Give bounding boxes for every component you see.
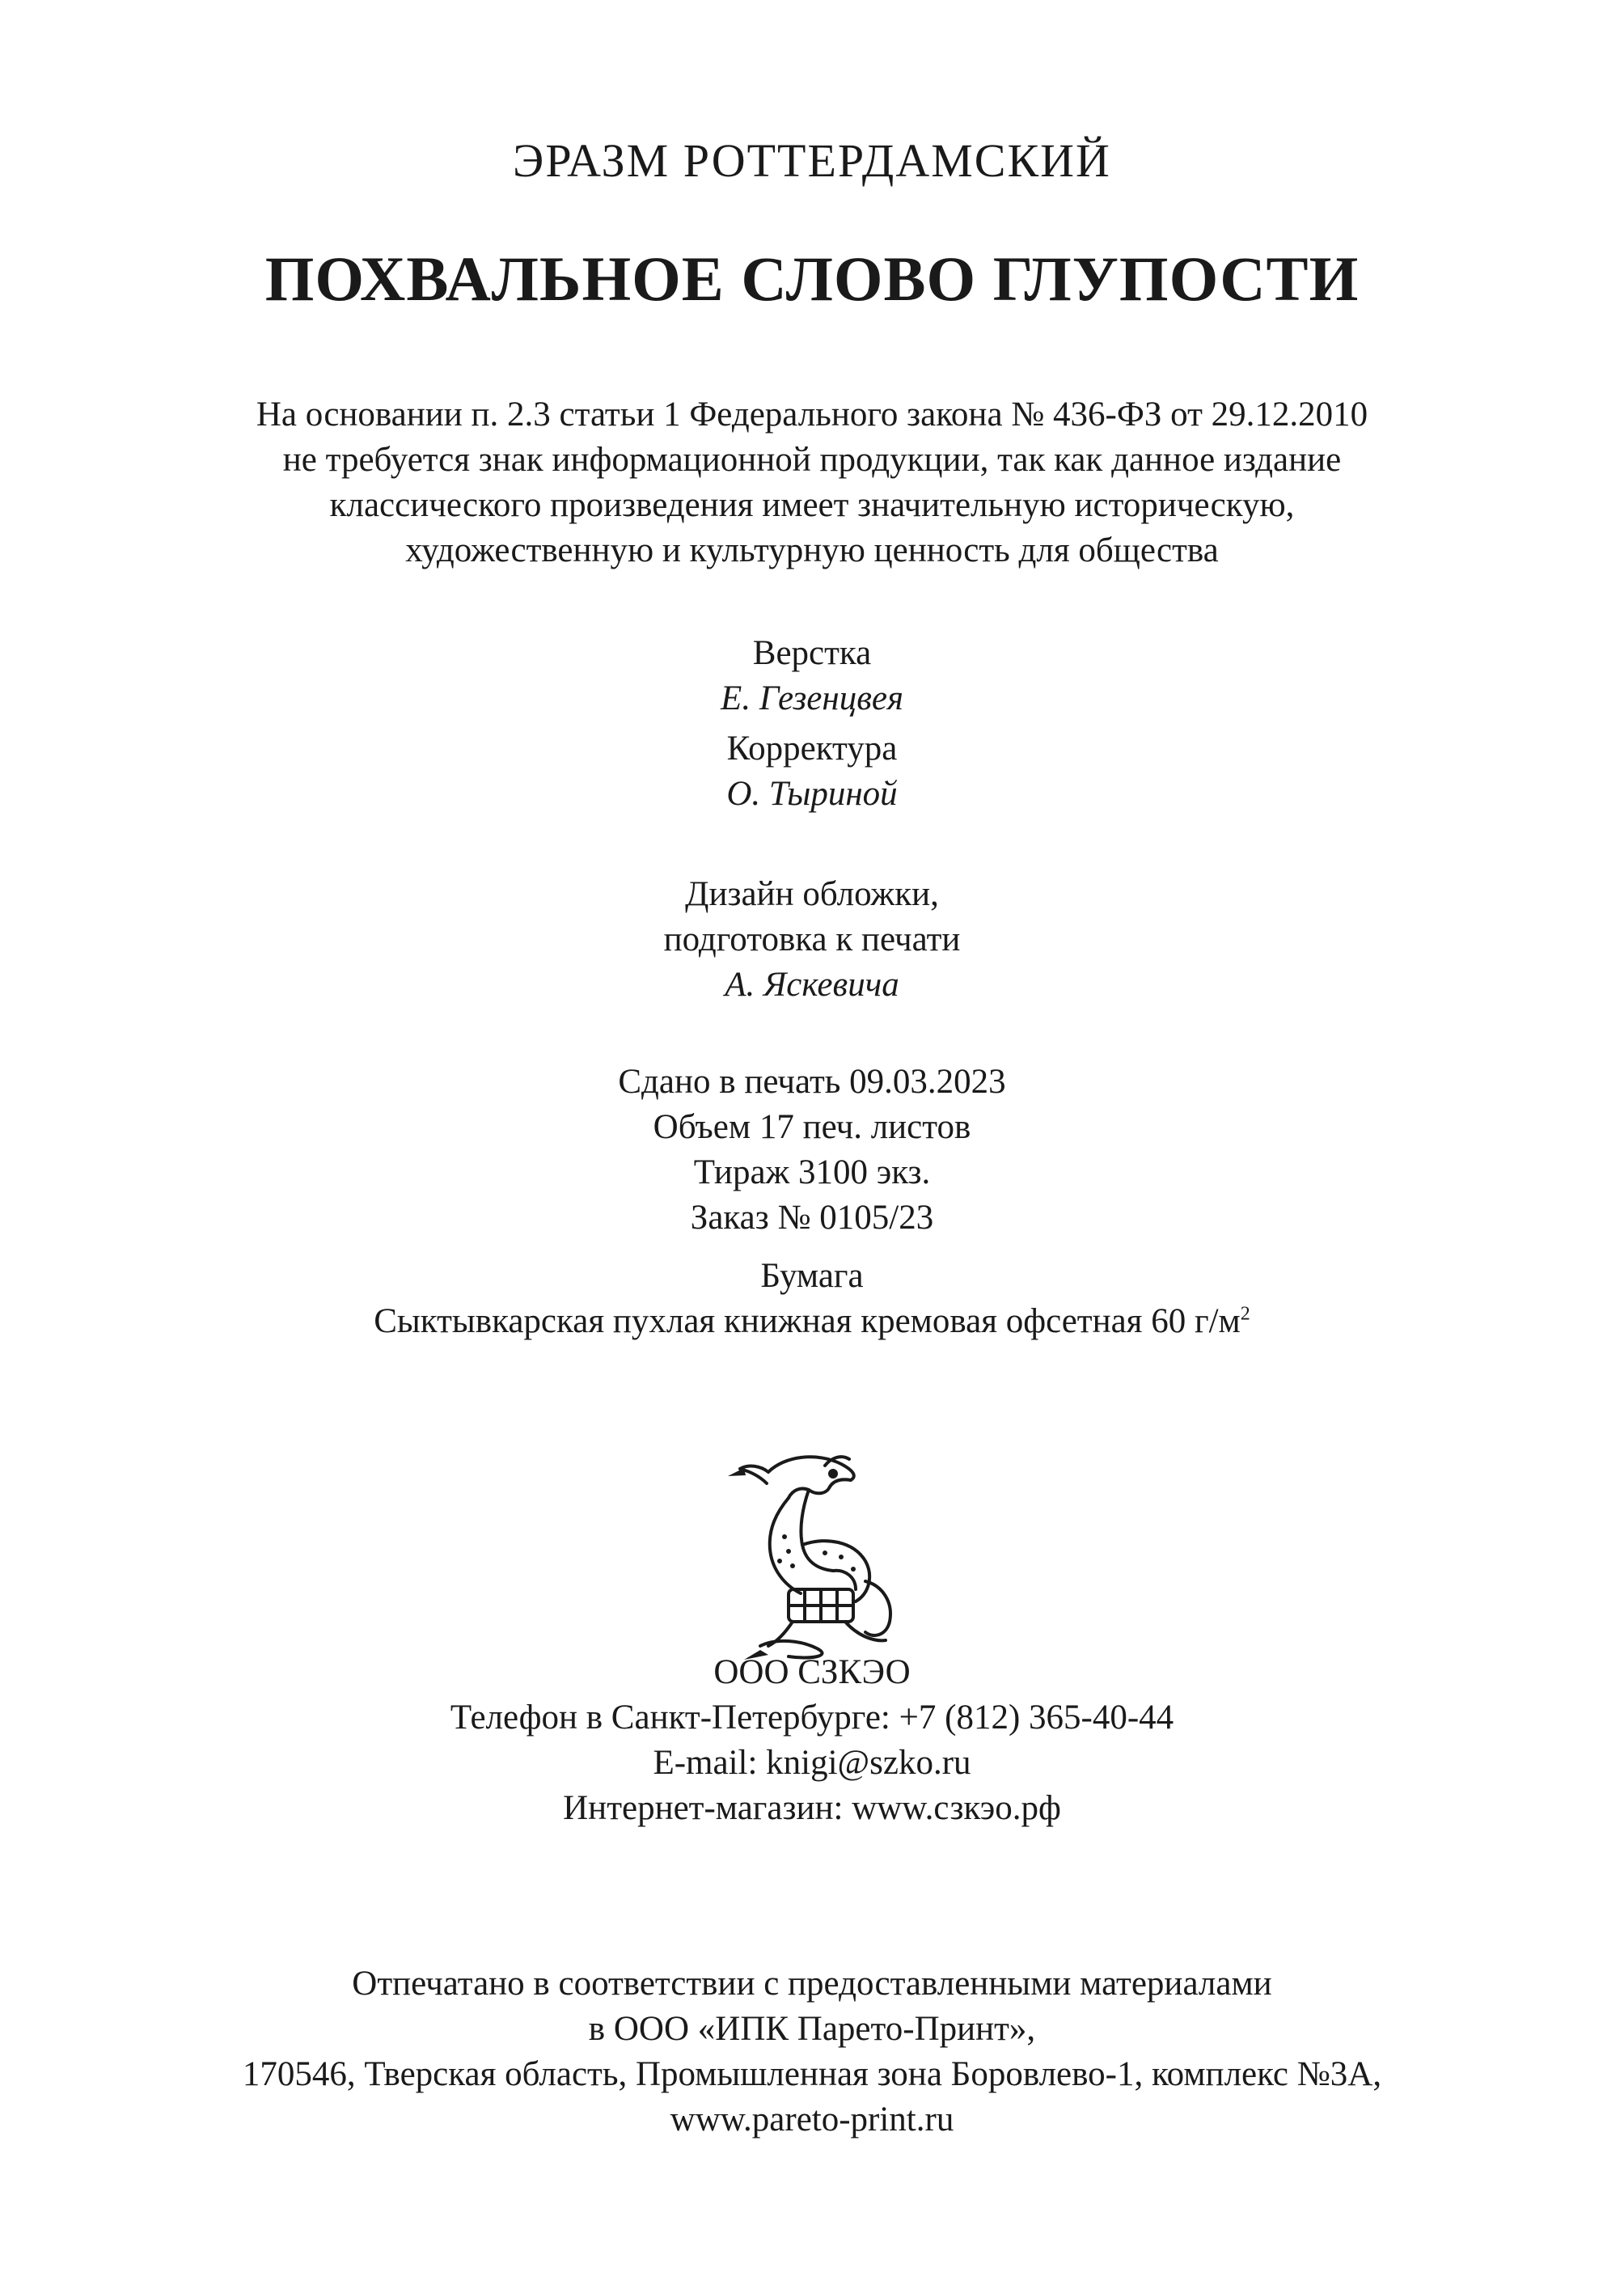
printer-line: в ООО «ИПК Парето-Принт»,	[588, 2010, 1036, 2048]
publication-line: Тираж 3100 экз.	[693, 1153, 931, 1191]
paper-superscript: 2	[1240, 1303, 1250, 1325]
publisher-email: E-mail: knigi@szko.ru	[653, 1744, 971, 1782]
publisher-name: ООО СЗКЭО	[713, 1653, 911, 1691]
notice-line: не требуется знак информационной продукции, так как данное издание	[282, 441, 1342, 479]
credit-layout	[0, 631, 1624, 721]
credit-person: А. Яскевича	[725, 966, 899, 1004]
book-title: ПОХВАЛЬНОЕ СЛОВО ГЛУПОСТИ	[264, 243, 1360, 314]
publisher-shop: Интернет-магазин: www.сзкэо.рф	[563, 1789, 1061, 1827]
publication-line: Заказ № 0105/23	[690, 1199, 934, 1237]
author-name: ЭРАЗМ РОТТЕРДАМСКИЙ	[513, 134, 1111, 187]
notice-line: На основании п. 2.3 статьи 1 Федерального закона № 436-ФЗ от 29.12.2010	[256, 396, 1368, 434]
notice-line: художественную и культурную ценность для общества	[405, 531, 1219, 569]
dragon-logo-icon	[712, 1448, 914, 1666]
publisher-contacts	[0, 1650, 1624, 1831]
credit-cover-design	[0, 872, 1624, 1008]
publication-line: Сдано в печать 09.03.2023	[618, 1063, 1006, 1101]
printer-line: www.pareto-print.ru	[670, 2101, 954, 2139]
credit-proofreading	[0, 726, 1624, 817]
printer-details	[0, 1961, 1624, 2143]
paper-details	[0, 1254, 1624, 1344]
publication-details	[0, 1060, 1624, 1241]
credit-label: Дизайн обложки,	[685, 875, 939, 913]
credit-person: Е. Гезенцвея	[721, 679, 903, 717]
legal-notice	[0, 392, 1624, 573]
printer-line: Отпечатано в соответствии с предоставленными материалами	[352, 1965, 1272, 2003]
credit-label: подготовка к печати	[663, 920, 961, 958]
publisher-phone: Телефон в Санкт-Петербурге: +7 (812) 365-40-44	[450, 1699, 1174, 1737]
paper-description: Сыктывкарская пухлая книжная кремовая офсетная 60 г/м	[374, 1302, 1241, 1340]
credit-label: Корректура	[726, 730, 898, 768]
credit-person: О. Тыриной	[726, 775, 898, 813]
credit-label: Верстка	[752, 634, 872, 672]
printer-line: 170546, Тверская область, Промышленная зона Боровлево-1, комплекс №3А,	[242, 2055, 1382, 2093]
notice-line: классического произведения имеет значительную историческую,	[329, 486, 1295, 524]
paper-label: Бумага	[760, 1257, 864, 1295]
paper-description-line	[0, 1299, 1624, 1344]
publication-line: Объем 17 печ. листов	[653, 1108, 971, 1146]
